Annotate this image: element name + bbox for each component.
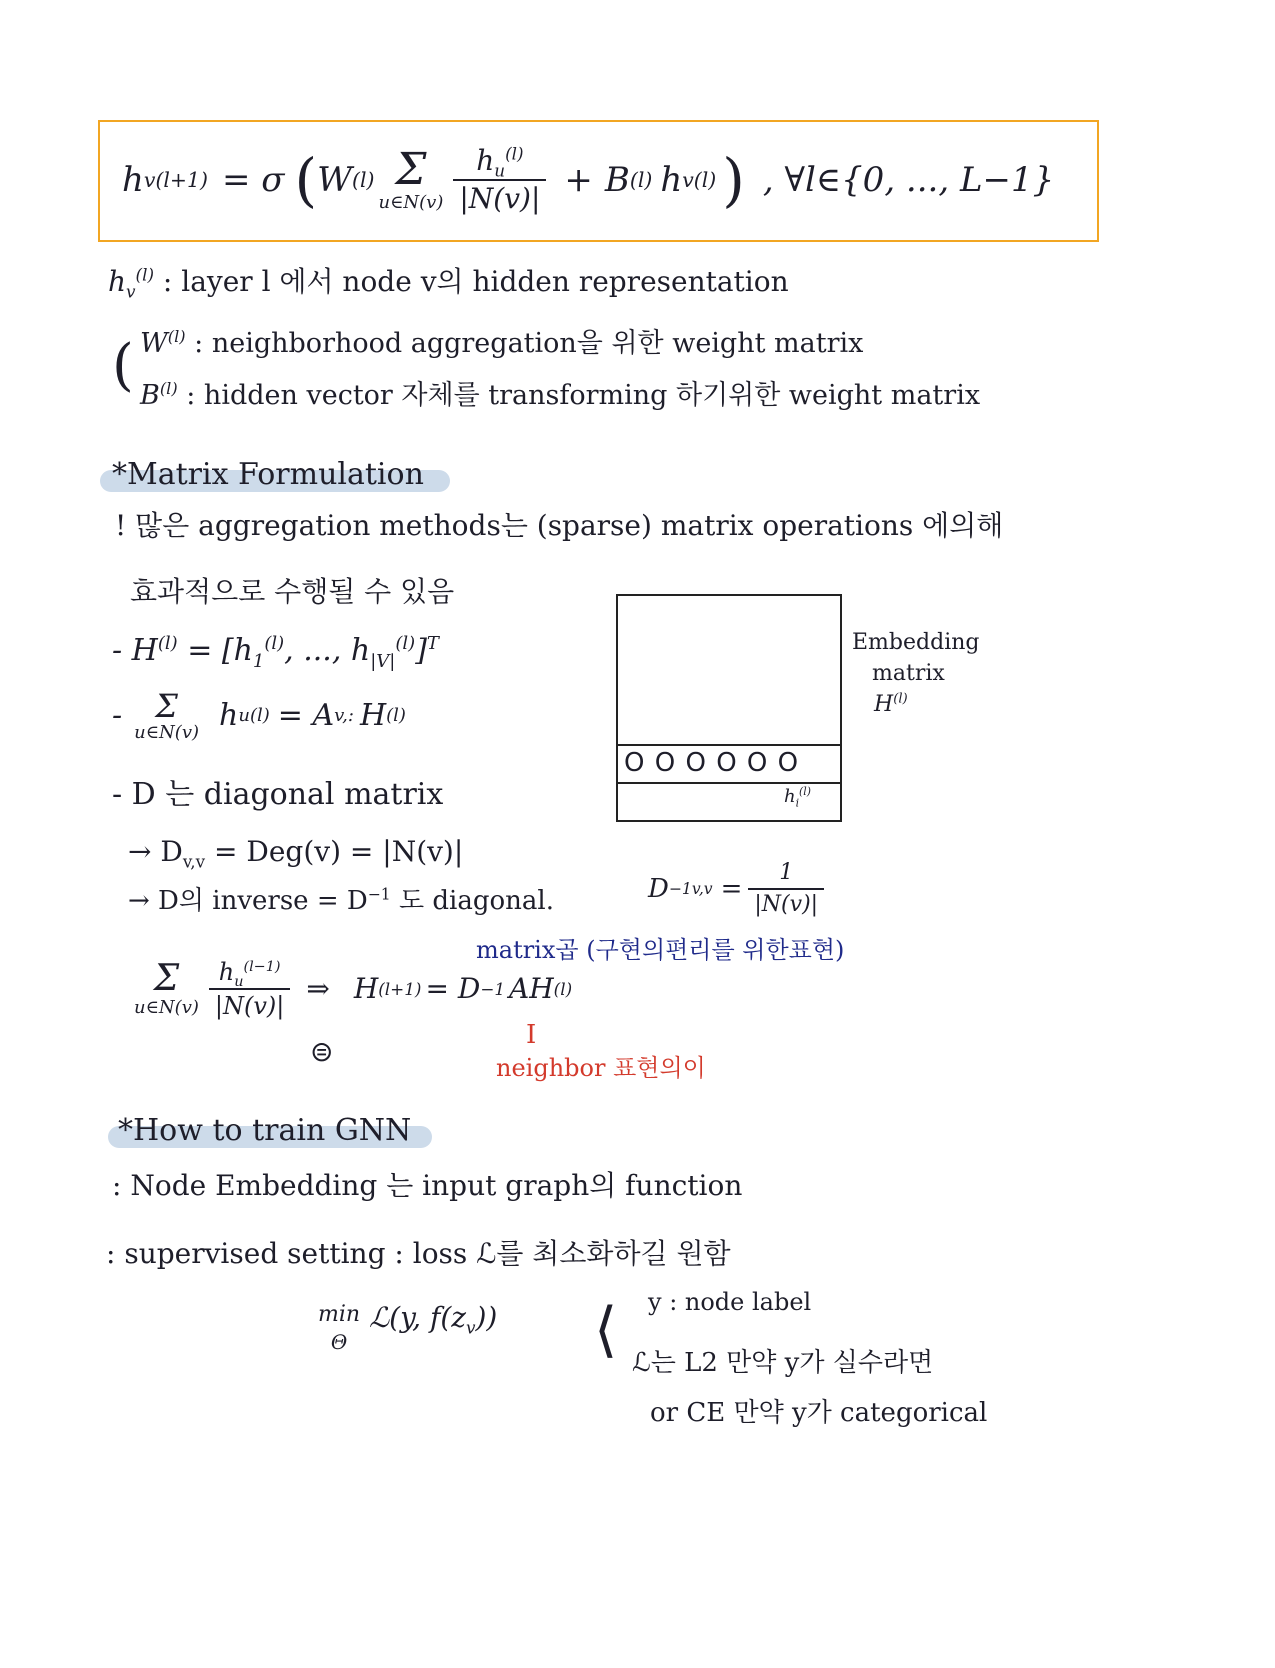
def-weight-matrix: $W^{(l)}$ : neighborhood aggregation을 위한 weight matrix (140, 327, 864, 359)
loss-brace: ⟨ (594, 1295, 618, 1365)
equals-sigma: = σ (221, 160, 285, 200)
plus-sign: + (564, 160, 593, 200)
bias-b: B (604, 160, 630, 200)
neighbor-sum: Σ u∈N(v) (378, 144, 444, 213)
weight-w: W (317, 160, 353, 200)
loss-objective: min Θ ℒ(y, $f(z_v)$) (318, 1301, 498, 1354)
inverse-entry: D −1 v,v = $\frac{1}{|N(v)|}$ (648, 862, 830, 916)
train-line-1: : Node Embedding 는 input graph의 function (112, 1169, 743, 1202)
inverse-arrow: → D의 inverse = $D^{-1}$ 도 diagonal. (128, 885, 554, 916)
layer-range: , ∀l∈{0, ..., L−1} (762, 160, 1055, 200)
circled-equals: ⊜ (310, 1035, 334, 1068)
paren-close: ) (722, 146, 745, 214)
update-equation: h v (l+1) = σ ( W (l) Σ u∈N(v) $\frac{h_u^{(l)}}{|N(v)|}$ + B (l) h v (l) ) , ∀l∈{0, ..., L−1} (122, 143, 1055, 215)
neighbor-note: neighbor 표현의이 (496, 1054, 706, 1082)
matrix-product-note: matrix곱 (구현의편리를 위한표현) (476, 936, 845, 964)
def-bias-matrix: $B^{(l)}$ : hidden vector 자체를 transforming 하기위한 weight matrix (140, 379, 981, 411)
embedding-label: Embedding matrix $H^{(l)}$ (852, 630, 980, 717)
lhs-h: h (122, 160, 144, 200)
intro-line-1: ! 많은 aggregation methods는 (sparse) matrix operations 에의해 (115, 509, 1004, 542)
def-hidden-representation: $h_v^{(l)}$ : layer l 에서 node v의 hidden representation (108, 264, 789, 302)
item-sum-def: - Σ u∈N(v) h u (l) = A v,: H (l) (112, 687, 406, 743)
row-label: $h_i^{(l)}$ (784, 785, 811, 810)
loss-note-1: ℒ는 L2 만약 y가 실수라면 (632, 1348, 934, 1378)
intro-line-2: 효과적으로 수행될 수 있음 (130, 575, 455, 608)
label-note: y : node label (648, 1288, 812, 1316)
train-line-2: : supervised setting : loss ℒ를 최소화하길 원함 (106, 1237, 731, 1270)
loss-note-2: or CE 만약 y가 categorical (650, 1398, 988, 1428)
item-diagonal: - D 는 diagonal matrix (112, 777, 444, 812)
adjacency-marker: I (526, 1020, 537, 1050)
degree-arrow: → $D_{v,v} = Deg(v) = |N(v)|$ (128, 835, 464, 872)
matrix-formulation-heading: *Matrix Formulation (112, 457, 424, 492)
item-embedding-def: - $H^{(l)} = [h_1^{(l)}$, ..., $h_{|V|}^{(l)}]^T$ (112, 633, 439, 672)
paren-open: ( (294, 146, 318, 214)
mean-fraction: $\frac{h_u^{(l)}}{|N(v)|}$ (453, 147, 546, 213)
train-heading: *How to train GNN (118, 1113, 412, 1148)
row-circles: O O O O O O (624, 748, 800, 778)
def-bracket: ( (112, 333, 134, 398)
final-equation: Σ u∈N(v) $\frac{h_u^{(l-1)}}{|N(v)|}$ ⇒ H (l+1) = D −1 AH (l) (134, 958, 573, 1020)
self-h: h (660, 160, 683, 200)
